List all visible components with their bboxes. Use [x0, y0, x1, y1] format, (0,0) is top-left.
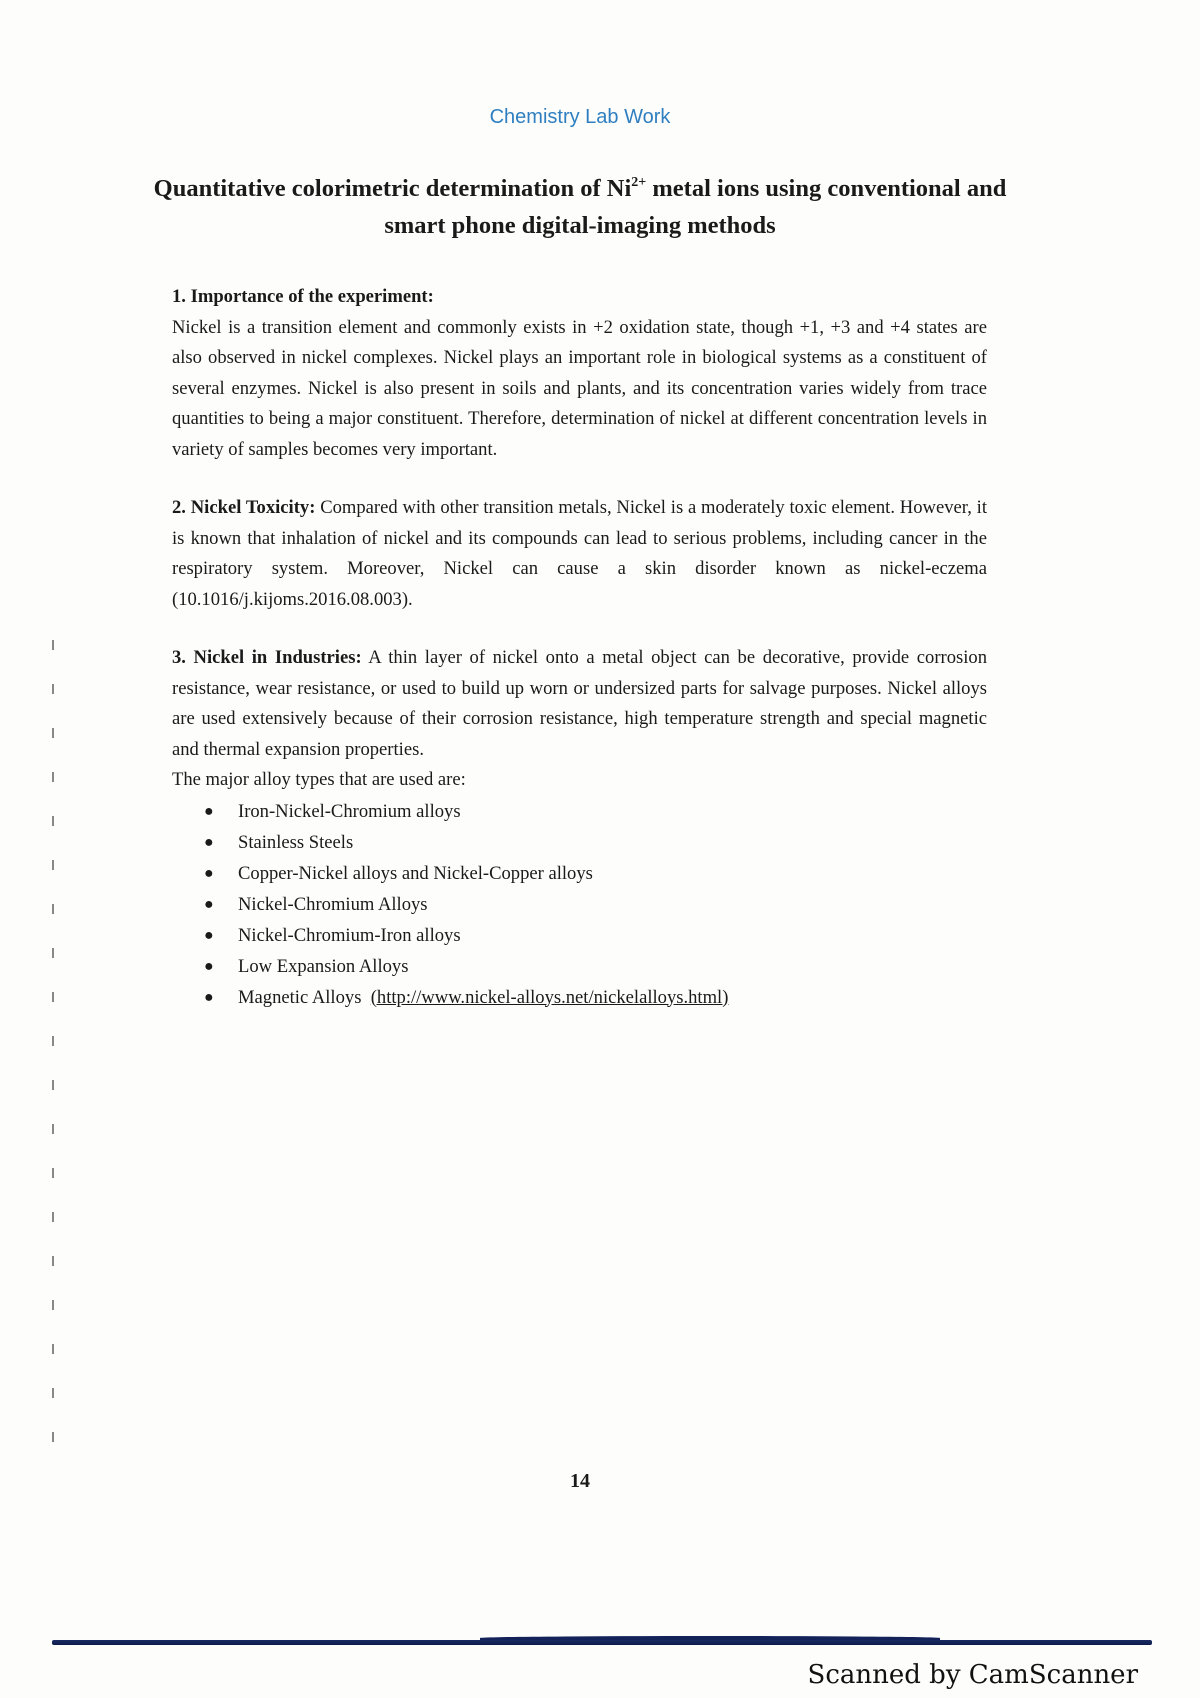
document-title: [150, 170, 1010, 244]
running-header: Chemistry Lab Work: [489, 106, 671, 128]
title-part-2: metal ions using conventional and smart phone digital-imaging methods: [384, 175, 1007, 239]
list-item-text: Stainless Steels: [238, 831, 354, 853]
section-toxicity: [172, 493, 987, 615]
title-superscript: 2+: [631, 175, 647, 190]
list-item: [172, 858, 987, 889]
title-part-1: Quantitative colorimetric determination of Ni: [153, 175, 632, 202]
list-item-text: Nickel-Chromium Alloys: [238, 893, 428, 915]
section-industries: [172, 643, 987, 1013]
alloy-list-intro: The major alloy types that are used are:: [172, 769, 466, 790]
section-heading: 1. Importance of the experiment:: [172, 286, 434, 307]
binding-margin-marks: [52, 640, 56, 1470]
bullet-icon: ●: [204, 864, 214, 882]
list-item-text: Low Expansion Alloys: [238, 955, 409, 977]
reference-link[interactable]: (http://www.nickel-alloys.net/nickelalloys.html): [370, 986, 729, 1008]
section-body: A thin layer of nickel onto a metal object can be decorative, provide corrosion resistance, wear resistance, or used to build up worn or undersized parts for salvage purposes. Nickel alloys are used extensively because of their corrosion resistance, high temperature strength and special magnetic and thermal expansion properties.: [172, 647, 988, 760]
section-heading: 3. Nickel in Industries:: [172, 647, 362, 668]
list-item-text: Nickel-Chromium-Iron alloys: [238, 924, 461, 946]
bullet-icon: ●: [204, 957, 214, 975]
scanner-watermark: Scanned by CamScanner: [807, 1660, 1138, 1690]
bullet-icon: ●: [204, 802, 214, 820]
list-item: [172, 920, 987, 951]
bullet-icon: ●: [204, 926, 214, 944]
list-item: [172, 951, 987, 982]
list-item: [172, 982, 987, 1013]
section-heading: 2. Nickel Toxicity:: [172, 497, 316, 518]
section-importance: [172, 282, 987, 465]
footer-rule: [52, 1640, 1152, 1645]
list-item-text: Copper-Nickel alloys and Nickel-Copper alloys: [238, 862, 593, 884]
bullet-icon: ●: [204, 833, 214, 851]
section-paragraph: Nickel is a transition element and commonly exists in +2 oxidation state, though +1, +3 and +4 states are also observed in nickel complexes. Nickel plays an important role in biological systems as a constituent of several enzymes. Nickel is also present in soils and plants, and its concentration varies widely from trace quantities to being a major constituent. Therefore, determination of nickel at different concentration levels in variety of samples becomes very important.: [172, 316, 987, 460]
list-item-text: Magnetic Alloys: [238, 986, 362, 1008]
section-paragraph: [172, 493, 987, 615]
bullet-icon: ●: [204, 895, 214, 913]
page-number: 14: [570, 1470, 590, 1492]
bullet-icon: ●: [204, 988, 214, 1006]
section-body: Compared with other transition metals, Nickel is a moderately toxic element. However, it is known that inhalation of nickel and its compounds can lead to serious problems, including cancer in the respiratory system. Moreover, Nickel can cause a skin disorder known as nickel-eczema (10.1016/j.kijoms.2016.08.003).: [172, 497, 987, 610]
alloy-list: [172, 796, 987, 1013]
list-item: [172, 796, 987, 827]
list-item: [172, 889, 987, 920]
list-item-text: Iron-Nickel-Chromium alloys: [238, 800, 461, 822]
list-item: [172, 827, 987, 858]
document-body: [172, 282, 987, 1013]
section-paragraph: [172, 643, 987, 765]
